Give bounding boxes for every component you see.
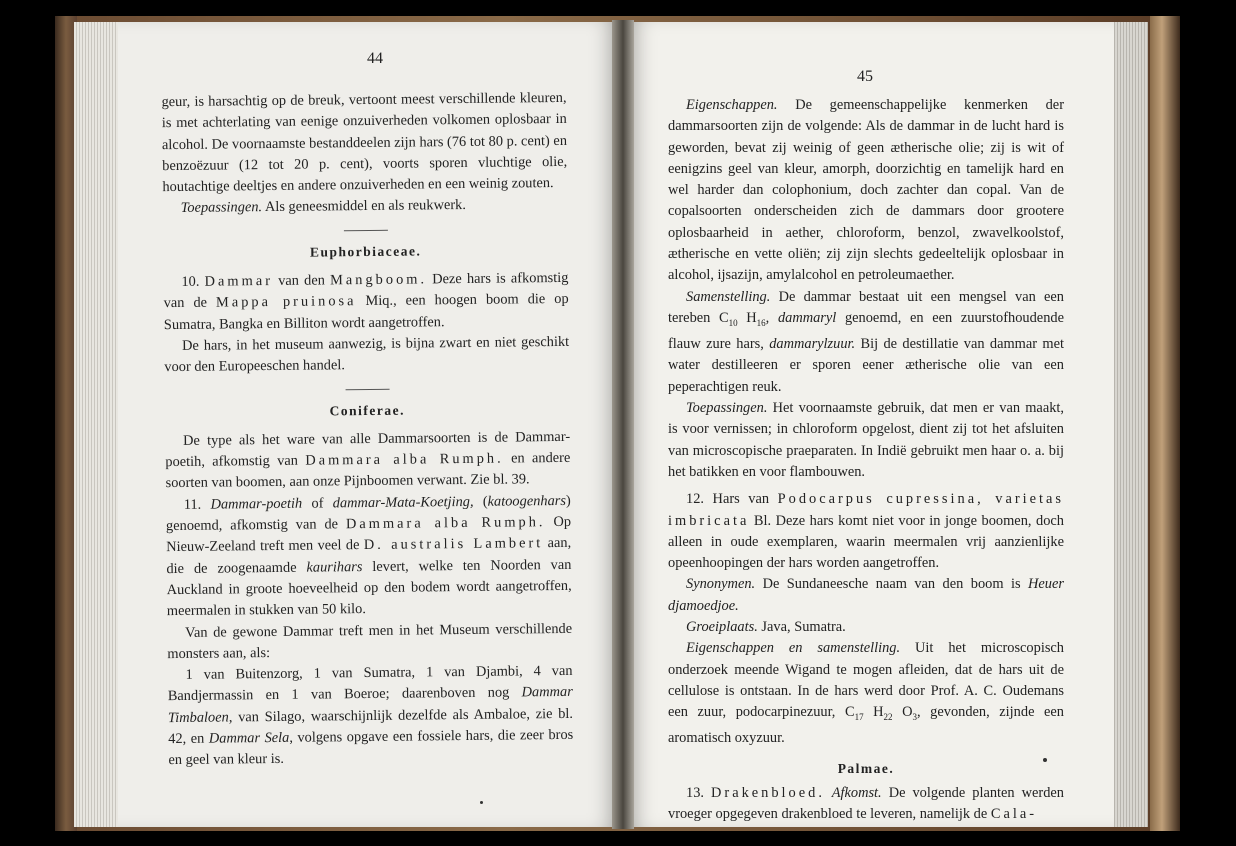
paragraph: Eigenschappen. De gemeenschappelijke kenmerken der dammarsoorten zijn de volgende: Als de dammar in de lucht hard is geworden, bevat zij weinig of geen ætherische olie; zij is wit of eenigzins geel van kleur, amorph, doorzichtig en tamelijk hard en wel harder dan colophonium, doch zachter dan copal. Van de copalsoorten onderscheiden zich de dammars door grootere oplosbaarheid in aether, chloroform, benzol, zwavelkoolstof, ætherische en vette oliën; zij zijn slechts gedeeltelijk oplosbaar in alcohol, ijsazijn, amylalcohol en petroleumaether. [668,97,1064,284]
paragraph: Synonymen. De Sundaneesche naam van den boom is Heuer djamoedjoe. [668,576,1064,614]
divider [345,388,389,389]
section-heading: Palmae. [837,760,895,776]
section-heading: Coniferae. [329,402,406,418]
paragraph: De type als het ware van alle Dammarsoorten is de Dammar-poetih, afkomstig van Dammara alba Rumph. en andere soorten van boomen, aan onze Pijnboomen verwant. Zie bl. 39. [165,428,571,492]
left-page-stack [74,22,120,827]
paragraph: Groeiplaats. Java, Sumatra. [686,619,846,635]
ink-speck [1043,758,1047,762]
book-gutter [612,20,634,829]
paragraph: Toepassingen. Als geneesmiddel en als reukwerk. [180,197,466,217]
right-page-stack [1112,22,1148,827]
divider [343,230,387,231]
section-label: Eigenschappen en samenstelling. [686,640,901,657]
right-cover-edge [1150,16,1180,831]
paragraph: geur, is harsachtig op de breuk, vertoont meest verschillende kleuren, is met achterlating van eenige onzuiverheden volkomen oplosbaar in alcohol. De voornaamste bestanddeelen zijn hars (76 tot 80 p. cent) en benzoëzuur (12 tot 20 p. cent), voorts sporen vluchtige olie, houtachtige deeltjes en andere onzuiverheden en een weinig zouten. [161,89,568,196]
paragraph: Van de gewone Dammar treft men in het Museum verschillende monsters aan, als: [167,620,573,662]
paragraph: 12. Hars van Podocarpus cupressina, varietas imbricata Bl. Deze hars komt niet voor in jonge boomen, doch alleen in oude exemplaren, waarin meermalen vrij aanzienlijke opeenhoopingen der hars worden aangetroffen. [668,491,1064,572]
paragraph: 13. Drakenbloed. Afkomst. De volgende planten werden vroeger opgegeven drakenbloed te leveren, namelijk de Cala- [668,784,1064,823]
paragraph: Eigenschappen en samenstelling. Uit het microscopisch onderzoek meende Wigand te mogen afleiden, dat de hars uit de cellulose is ontstaan. In de hars werd door Prof. A. C. Oudemans een zuur, podocarpinezuur, $C_{17}$ $H_{22}$ $O_3$, gevonden, zijnde een aromatisch oxyzuur. [668,640,1065,747]
paragraph: Samenstelling. De dammar bestaat uit een mengsel van een tereben $C_{10}$ $H_{16}$, dammaryl genoemd, en een zuurstofhoudende flauw zure hars, dammarylzuur. Bij de destillatie van dammar met water destilleeren er sporen eener ætherische olie van een peperachtigen reuk. [668,288,1064,395]
left-page-number: 44 [367,50,383,67]
section-label: Samenstelling. [686,288,771,305]
paragraph: 10. Dammar van den Mangboom. Deze hars is afkomstig van de Mappa pruinosa Miq., een hoogen boom die op Sumatra, Bangka en Billiton wordt aangetroffen. [163,269,569,333]
ink-speck [480,801,483,804]
section-heading: Euphorbiaceae. [309,243,422,260]
section-label: Synonymen. [686,576,756,593]
left-page-text [161,88,573,772]
paragraph: 11. Dammar-poetih of dammar-Mata-Koetjing, (katoogenhars) genoemd, afkomstig van de Dammara alba Rumph. Op Nieuw-Zeeland treft men veel de D. australis Lambert aan, die de zoogenaamde kaurihars levert, welke ten Noorden van Auckland in groote hoeveelheid op den bodem wordt aangetroffen, meermalen in stukken van 50 kilo. [165,492,572,620]
paragraph: Toepassingen. Het voornaamste gebruik, dat men er van maakt, is voor vernissen; in chloroform opgelost, dient zij tot het afsluiten van microscopische praeparaten. In Indië gebruikt men haar o. a. bij het batikken en voor flambouwen. [668,400,1064,480]
right-page-text [668,95,1064,826]
section-label: Eigenschappen. [686,97,778,113]
right-page-number: 45 [857,68,873,85]
section-label: Toepassingen. [686,400,768,417]
paragraph: 1 van Buitenzorg, 1 van Sumatra, 1 van Djambi, 4 van Bandjermassin en 1 van Boeroe; daarenboven nog Dammar Timbaloen, van Silago, waarschijnlijk dezelfde als Ambaloe, zie bl. 42, en Dammar Sela, volgens opgave een fossiele hars, die zeer bros en geel van kleur is. [167,662,574,769]
paragraph: De hars, in het museum aanwezig, is bijna zwart en niet geschikt voor den Europeeschen handel. [164,333,570,376]
section-label: Toepassingen. [180,199,263,217]
section-label: Groeiplaats. [686,619,758,635]
